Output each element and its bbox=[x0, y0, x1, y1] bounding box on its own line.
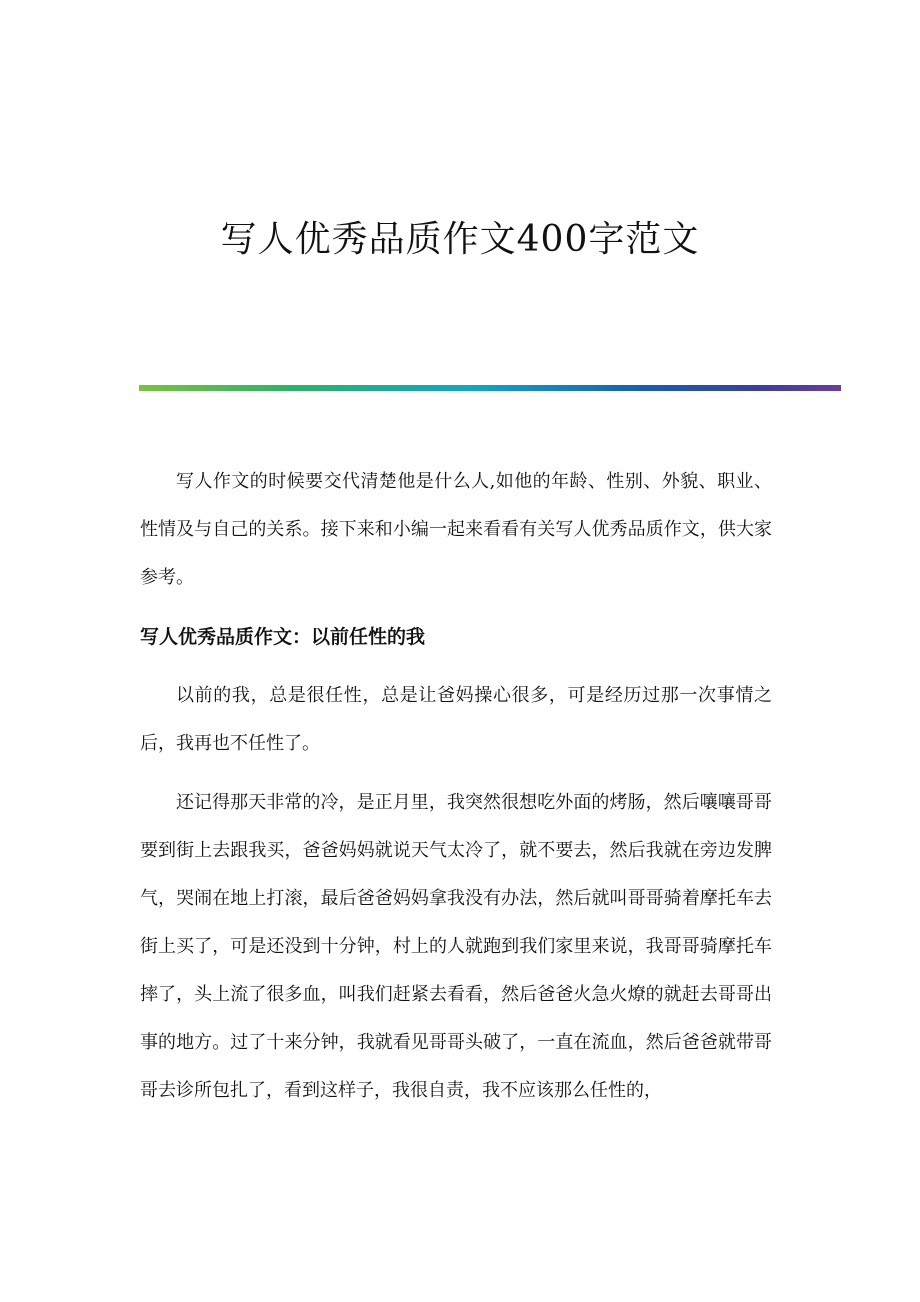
title-divider bbox=[139, 385, 841, 391]
section-heading: 写人优秀品质作文：以前任性的我 bbox=[140, 626, 426, 648]
body-paragraph-1: 以前的我，总是很任性，总是让爸妈操心很多，可是经历过那一次事情之后，我再也不任性了。 bbox=[140, 685, 772, 754]
body-paragraph-2: 还记得那天非常的冷，是正月里，我突然很想吃外面的烤肠，然后嚷嚷哥哥要到街上去跟我买，爸爸妈妈就说天气太冷了，就不要去，然后我就在旁边发脾气，哭闹在地上打滚，最后爸爸妈妈拿我没有办法，然后就叫哥哥骑着摩托车去街上买了，可是还没到十分钟，村上的人就跑到我们家里来说，我哥哥骑摩托车摔了，头上流了很多血，叫我们赶紧去看看，然后爸爸火急火燎的就赶去哥哥出事的地方。过了十来分钟，我就看见哥哥头破了，一直在流血，然后爸爸就带哥哥去诊所包扎了，看到这样子，我很自责，我不应该那么任性的， bbox=[140, 792, 772, 1101]
document-body bbox=[140, 458, 772, 1126]
page-title: 写人优秀品质作文400字范文 bbox=[220, 219, 700, 260]
intro-paragraph: 写人作文的时候要交代清楚他是什么人,如他的年龄、性别、外貌、职业、性情及与自己的关系。接下来和小编一起来看看有关写人优秀品质作文，供大家参考。 bbox=[140, 471, 772, 588]
